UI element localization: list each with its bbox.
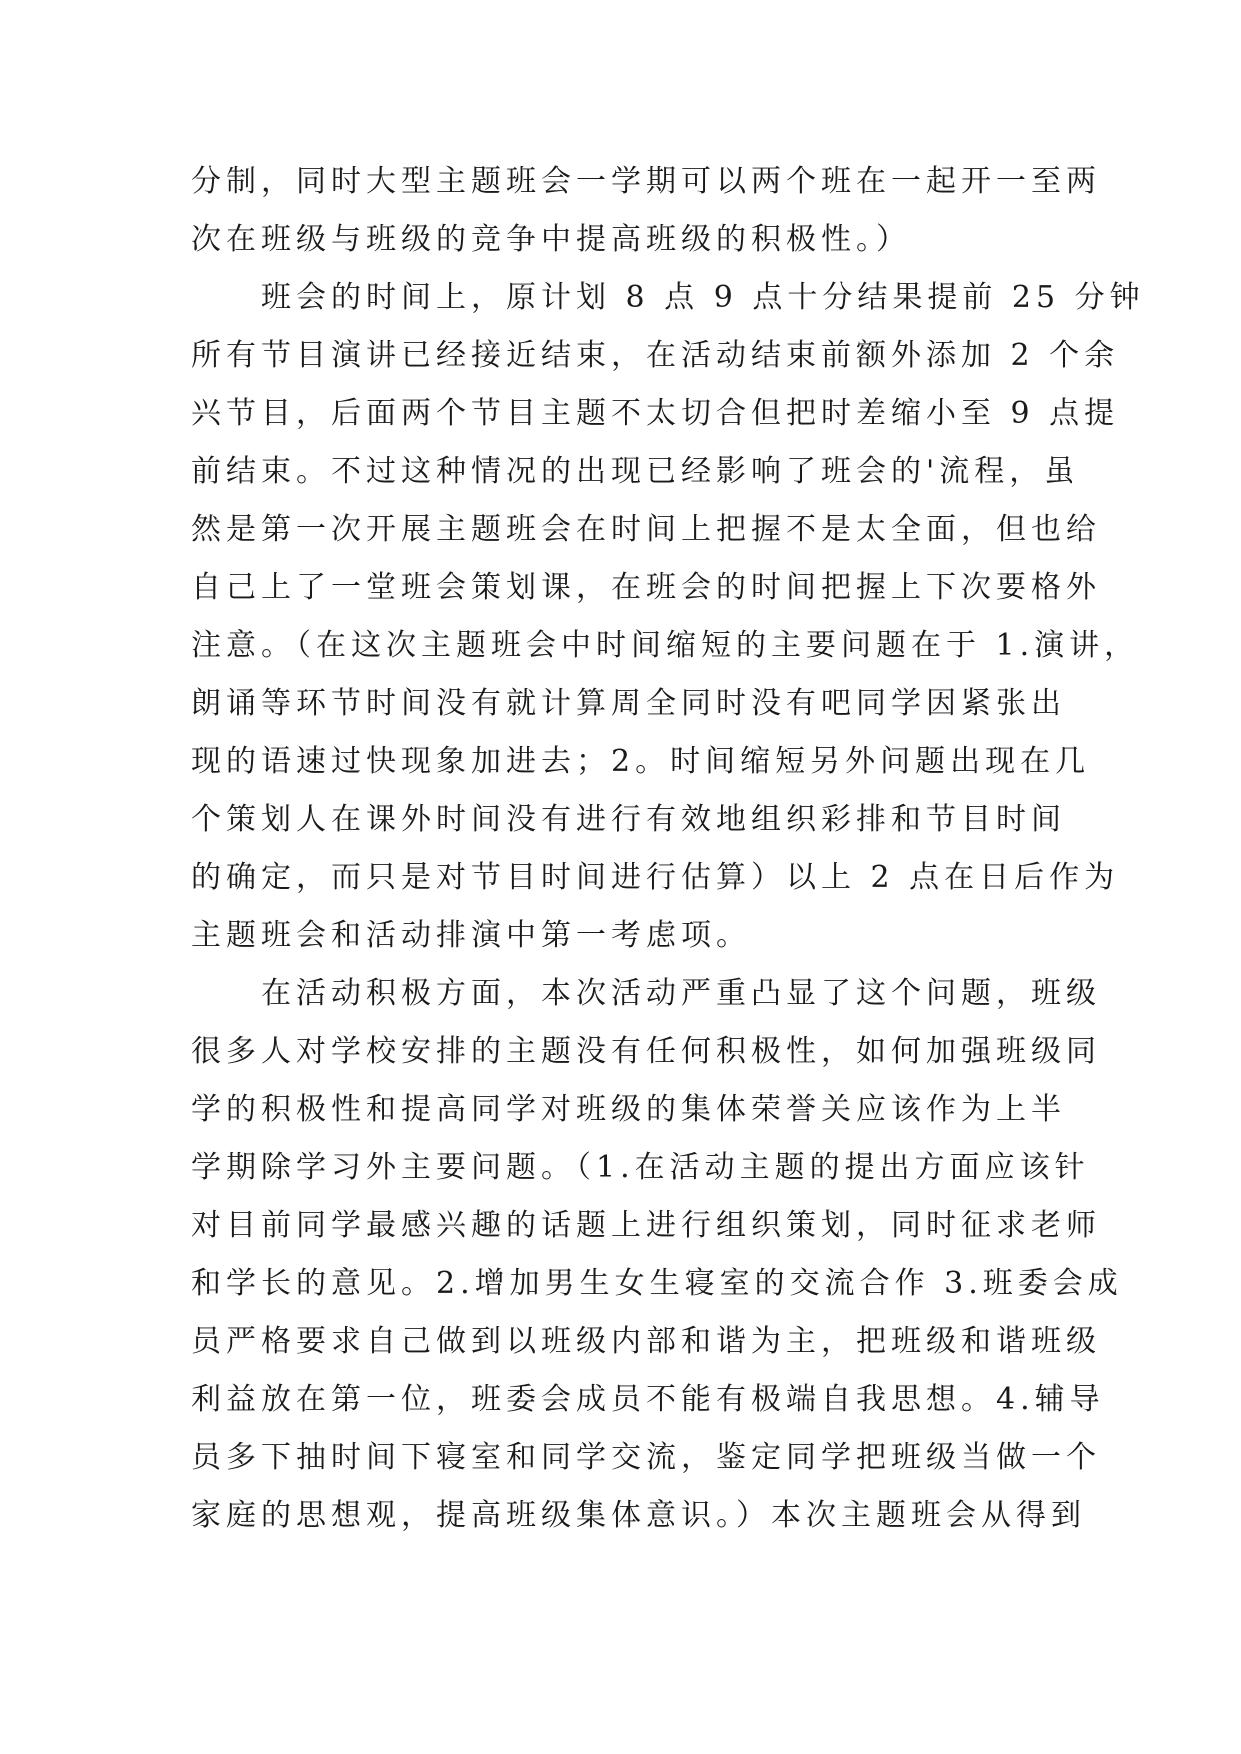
text-line: 主题班会和活动排演中第一考虑项。 [191,918,751,953]
text-line: 员多下抽时间下寝室和同学交流，鉴定同学把班级当做一个 [191,1440,1101,1475]
paragraph-first-line: 班会的时间上，原计划 8 点 9 点十分结果提前 25 分钟 [261,280,1145,315]
body-text [191,153,1145,1545]
text-line: 现的语速过快现象加进去；2。时间缩短另外问题出现在几 [191,744,1091,779]
text-line: 员严格要求自己做到以班级内部和谐为主，把班级和谐班级 [191,1324,1101,1359]
text-line: 朗诵等环节时间没有就计算周全同时没有吧同学因紧张出 [191,686,1066,721]
text-line: 自己上了一堂班会策划课，在班会的时间把握上下次要格外 [191,570,1101,605]
text-line: 前结束。不过这种情况的出现已经影响了班会的'流程，虽 [191,454,1080,489]
text-line: 所有节目演讲已经接近结束，在活动结束前额外添加 2 个余 [191,338,1120,373]
text-line: 和学长的意见。2.增加男生女生寝室的交流合作 3.班委会成 [191,1266,1123,1301]
text-line: 注意。（在这次主题班会中时间缩短的主要问题在于 1.演讲， [191,628,1140,663]
text-line: 个策划人在课外时间没有进行有效地组织彩排和节目时间 [191,802,1066,837]
text-line: 学的积极性和提高同学对班级的集体荣誉关应该作为上半 [191,1092,1066,1127]
text-line: 次在班级与班级的竞争中提高班级的积极性。） [191,222,911,257]
text-line: 家庭的思想观，提高班级集体意识。）本次主题班会从得到 [191,1498,1086,1533]
paragraph-first-line: 在活动积极方面，本次活动严重凸显了这个问题，班级 [261,976,1101,1011]
text-line: 兴节目，后面两个节目主题不太切合但把时差缩小至 9 点提 [191,396,1120,431]
text-line: 很多人对学校安排的主题没有任何积极性，如何加强班级同 [191,1034,1101,1069]
text-line: 利益放在第一位，班委会成员不能有极端自我思想。4.辅导 [191,1382,1105,1417]
text-line: 然是第一次开展主题班会在时间上把握不是太全面，但也给 [191,512,1101,547]
text-line: 学期除学习外主要问题。（1.在活动主题的提出方面应该针 [191,1150,1090,1185]
text-line: 分制，同时大型主题班会一学期可以两个班在一起开一至两 [191,164,1101,199]
text-line: 的确定，而只是对节目时间进行估算）以上 2 点在日后作为 [191,860,1120,895]
text-line: 对目前同学最感兴趣的话题上进行组织策划，同时征求老师 [191,1208,1101,1243]
